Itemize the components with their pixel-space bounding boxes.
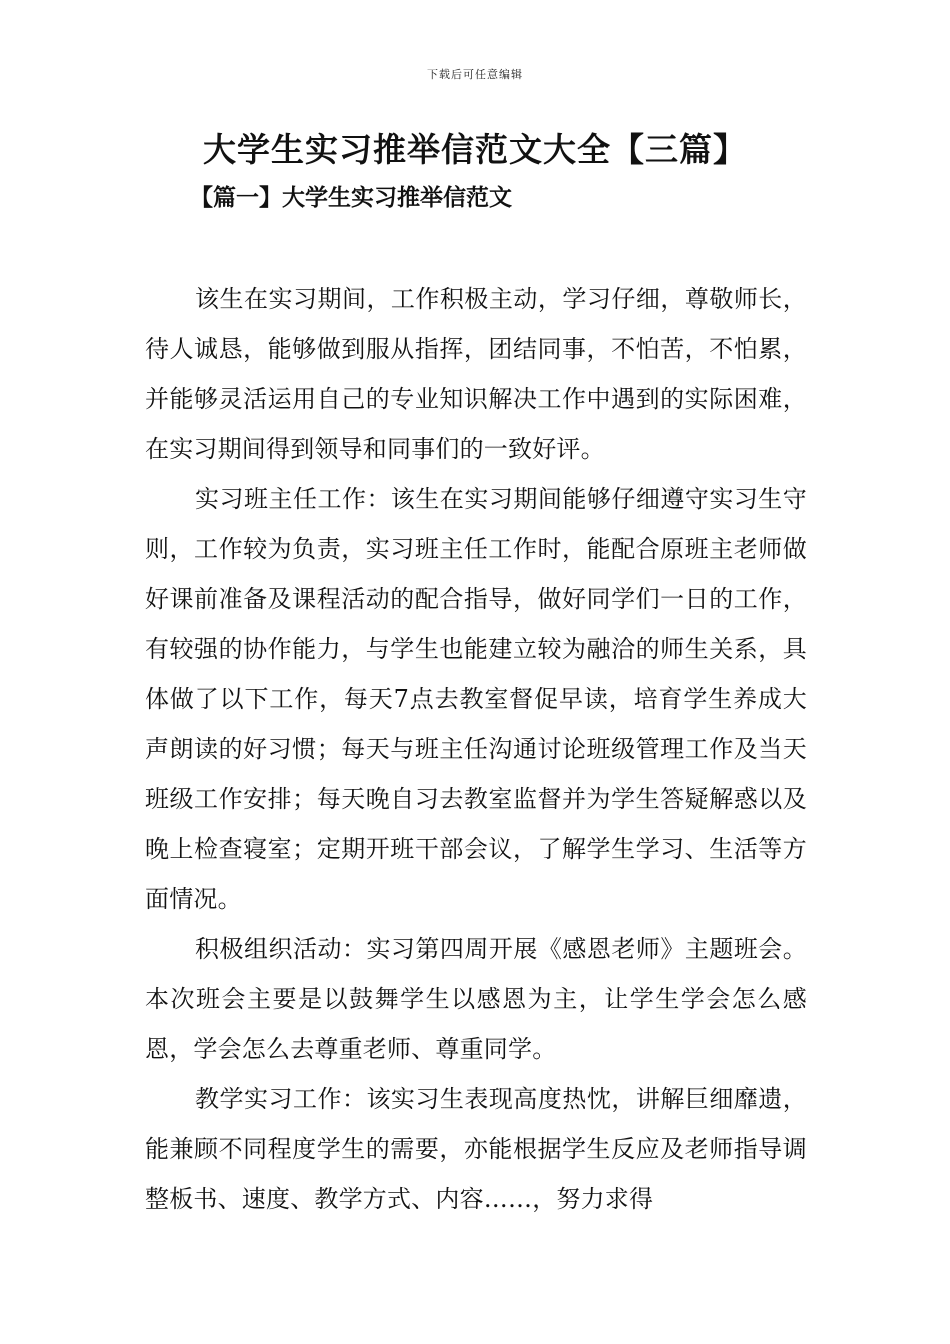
section-heading: 【篇一】大学生实习推举信范文 <box>190 184 512 211</box>
document-title: 大学生实习推举信范文大全【三篇】 <box>203 130 747 169</box>
paragraph-1: 该生在实习期间，工作积极主动，学习仔细，尊敬师长，待人诚恳，能够做到服从指挥，团结同事，不怕苦，不怕累，并能够灵活运用自己的专业知识解决工作中遇到的实际困难，在实习期间得到领导和同事们的一致好评。 <box>145 285 807 463</box>
paragraph-3: 积极组织活动：实习第四周开展《感恩老师》主题班会。本次班会主要是以鼓舞学生以感恩为主，让学生学会怎么感恩，学会怎么去尊重老师、尊重同学。 <box>145 935 807 1063</box>
body-text <box>145 274 807 1224</box>
paragraph-4: 教学实习工作：该实习生表现高度热忱，讲解巨细靡遗，能兼顾不同程度学生的需要，亦能根据学生反应及老师指导调整板书、速度、教学方式、内容……，努力求得 <box>145 1085 807 1213</box>
paragraph-2: 实习班主任工作：该生在实习期间能够仔细遵守实习生守则，工作较为负责，实习班主任工作时，能配合原班主老师做好课前准备及课程活动的配合指导，做好同学们一日的工作，有较强的协作能力，与学生也能建立较为融洽的师生关系，具体做了以下工作，每天7点去教室督促早读，培育学生养成大声朗读的好习惯；每天与班主任沟通讨论班级管理工作及当天班级工作安排；每天晚自习去教室监督并为学生答疑解惑以及晚上检查寝室；定期开班干部会议，了解学生学习、生活等方面情况。 <box>145 485 807 913</box>
header-note: 下载后可任意编辑 <box>427 68 523 81</box>
